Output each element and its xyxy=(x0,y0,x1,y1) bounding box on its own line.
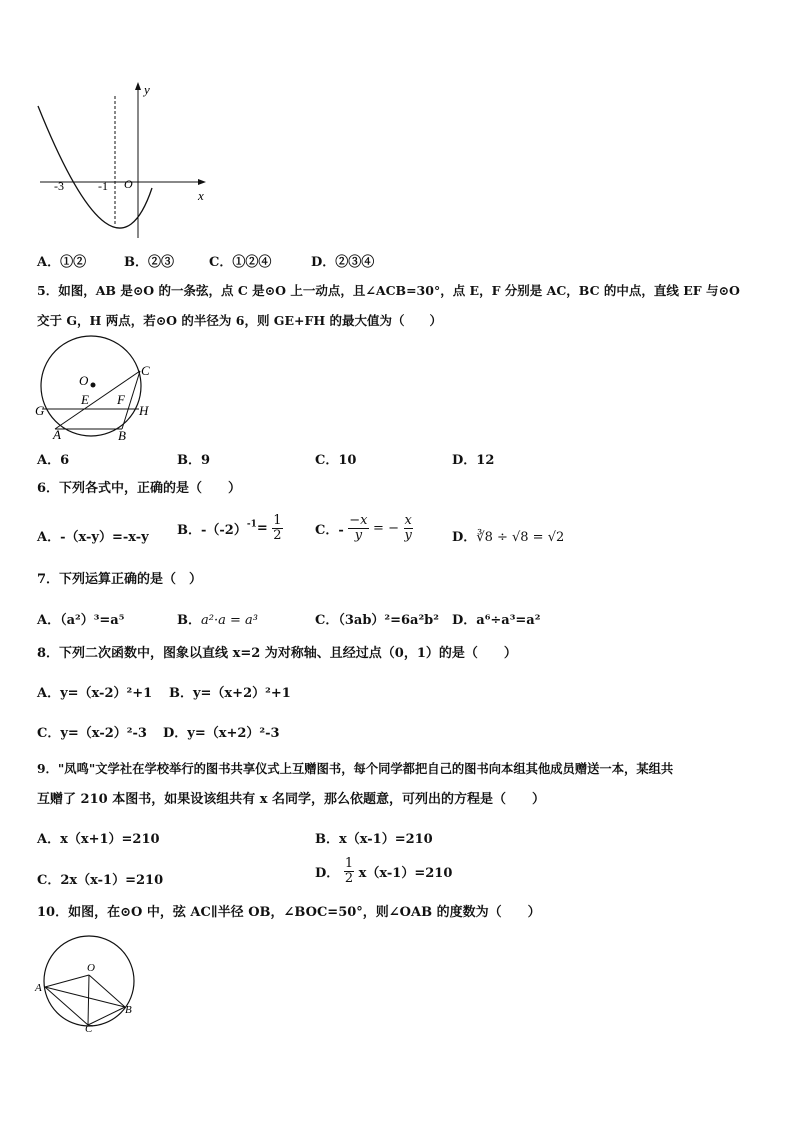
q5-label-e: E xyxy=(81,392,89,407)
q10-label-c: C xyxy=(85,1023,93,1033)
q5-label-b: B xyxy=(118,428,126,443)
q5-stem-line1: 5．如图，AB 是⊙O 的一条弦，点 C 是⊙O 上一动点，且∠ACB=30°，点 E，F 分别是 AC，BC 的中点，直线 EF 与⊙O xyxy=(37,283,740,298)
q5-stem-line2: 交于 G，H 两点，若⊙O 的半径为 6，则 GE+FH 的最大值为（ ） xyxy=(37,313,443,328)
tick-label-neg3: -3 xyxy=(54,179,64,193)
q6-option-c[interactable] xyxy=(315,514,413,543)
q10-line-oc xyxy=(88,975,89,1025)
q9-d-rest: x（x-1）=210 xyxy=(358,866,453,881)
q5-label-h: H xyxy=(139,403,149,418)
q10-line-oa xyxy=(45,975,89,987)
q10-label-b: B xyxy=(125,1004,132,1016)
q7-stem: 7．下列运算正确的是（ ） xyxy=(37,572,203,587)
q6-b-prefix: B．-（-2） xyxy=(177,523,247,538)
q6-c-fraction2 xyxy=(404,514,413,543)
q6-option-d[interactable] xyxy=(452,526,564,545)
q10-label-o: O xyxy=(87,962,95,974)
x-axis-arrow xyxy=(198,179,206,185)
q7-option-a[interactable]: A．（a²）³=a⁵ xyxy=(37,613,125,628)
q6-c-denominator2: y xyxy=(404,528,412,543)
q6-c-numerator1: −x xyxy=(349,513,368,528)
q5-option-b[interactable]: B．9 xyxy=(177,453,211,468)
q7-option-b[interactable] xyxy=(177,609,258,628)
q5-option-d[interactable]: D．12 xyxy=(452,453,495,468)
q8-option-d[interactable]: D．y=（x+2）²-3 xyxy=(163,726,280,741)
q6-c-prefix: C．- xyxy=(315,523,344,538)
q6-c-middle: = − xyxy=(373,521,399,536)
q5-label-c: C xyxy=(141,363,150,378)
q6-d-prefix: D． xyxy=(452,530,477,545)
q8-option-a[interactable]: A．y=（x-2）²+1 xyxy=(37,686,153,701)
q5-label-a: A xyxy=(53,427,61,442)
q5-label-g: G xyxy=(35,403,45,418)
q6-b-fraction xyxy=(272,514,282,543)
q7-b-expression: a²·a = a³ xyxy=(201,613,258,628)
q5-option-a[interactable]: A．6 xyxy=(37,453,70,468)
q4-option-d[interactable]: D．②③④ xyxy=(311,255,375,270)
tick-label-neg1: -1 xyxy=(98,179,108,193)
q4-option-b[interactable]: B．②③ xyxy=(124,255,174,270)
q5-label-o: O xyxy=(79,373,89,388)
y-axis-label: y xyxy=(144,82,150,97)
q9-option-c[interactable]: C．2x（x-1）=210 xyxy=(37,873,164,888)
q8-option-b[interactable]: B．y=（x+2）²+1 xyxy=(169,686,291,701)
q9-option-b[interactable]: B．x（x-1）=210 xyxy=(315,832,433,847)
q5-label-f: F xyxy=(117,392,125,407)
origin-label: O xyxy=(124,177,133,191)
q8-option-c[interactable]: C．y=（x-2）²-3 xyxy=(37,726,147,741)
x-axis-label: x xyxy=(198,188,204,203)
parabola-curve xyxy=(38,106,152,228)
q9-option-a[interactable]: A．x（x+1）=210 xyxy=(37,832,160,847)
q5-circle-figure xyxy=(33,333,163,445)
q6-c-fraction1 xyxy=(348,514,368,543)
q9-stem-line1: 9．"凤鸣"文学社在学校举行的图书共享仪式上互赠图书，每个同学都把自己的图书向本组其他成员赠送一本，某组共 xyxy=(37,761,674,776)
q9-d-prefix: D． xyxy=(315,866,340,881)
q7-b-prefix: B． xyxy=(177,613,201,628)
q6-option-a[interactable]: A．-（x-y）=-x-y xyxy=(37,530,149,545)
q6-b-exponent: -1 xyxy=(246,519,257,530)
q6-option-b[interactable] xyxy=(177,514,283,543)
q6-c-numerator2: x xyxy=(404,513,412,528)
q9-d-denominator: 2 xyxy=(344,871,354,886)
q10-stem: 10．如图，在⊙O 中，弦 AC∥半径 OB，∠BOC=50°，则∠OAB 的度数为（ ） xyxy=(37,905,541,920)
q4-option-c[interactable]: C．①②④ xyxy=(209,255,272,270)
q6-b-equals: = xyxy=(256,521,268,536)
q7-option-c[interactable]: C．（3ab）²=6a²b² xyxy=(315,613,439,628)
parabola-curve-right xyxy=(115,190,154,218)
q8-stem: 8．下列二次函数中，图象以直线 x=2 为对称轴、且经过点（0，1）的是（ ） xyxy=(37,646,517,661)
q9-option-d[interactable] xyxy=(315,857,452,886)
q5-option-c[interactable]: C．10 xyxy=(315,453,357,468)
q6-b-numerator: 1 xyxy=(273,513,282,528)
q10-label-a: A xyxy=(35,982,42,994)
q6-d-expression: ∛8 ÷ √8 = √2 xyxy=(476,530,565,545)
q9-stem-line2: 互赠了 210 本图书，如果设该组共有 x 名同学，那么依题意，可列出的方程是（ ） xyxy=(37,792,545,807)
q4-option-a[interactable]: A．①② xyxy=(37,255,87,270)
q6-stem: 6．下列各式中，正确的是（ ） xyxy=(37,481,242,496)
q10-circle-figure xyxy=(33,933,143,1033)
q6-b-denominator: 2 xyxy=(273,528,282,543)
q7-option-d[interactable]: D．a⁶÷a³=a² xyxy=(452,613,541,628)
q6-c-denominator1: y xyxy=(354,528,363,543)
q9-d-numerator: 1 xyxy=(344,856,354,871)
q9-d-fraction xyxy=(344,857,354,886)
parabola-graph xyxy=(30,78,220,248)
q5-center-dot xyxy=(91,383,96,388)
y-axis-arrow xyxy=(135,82,141,90)
